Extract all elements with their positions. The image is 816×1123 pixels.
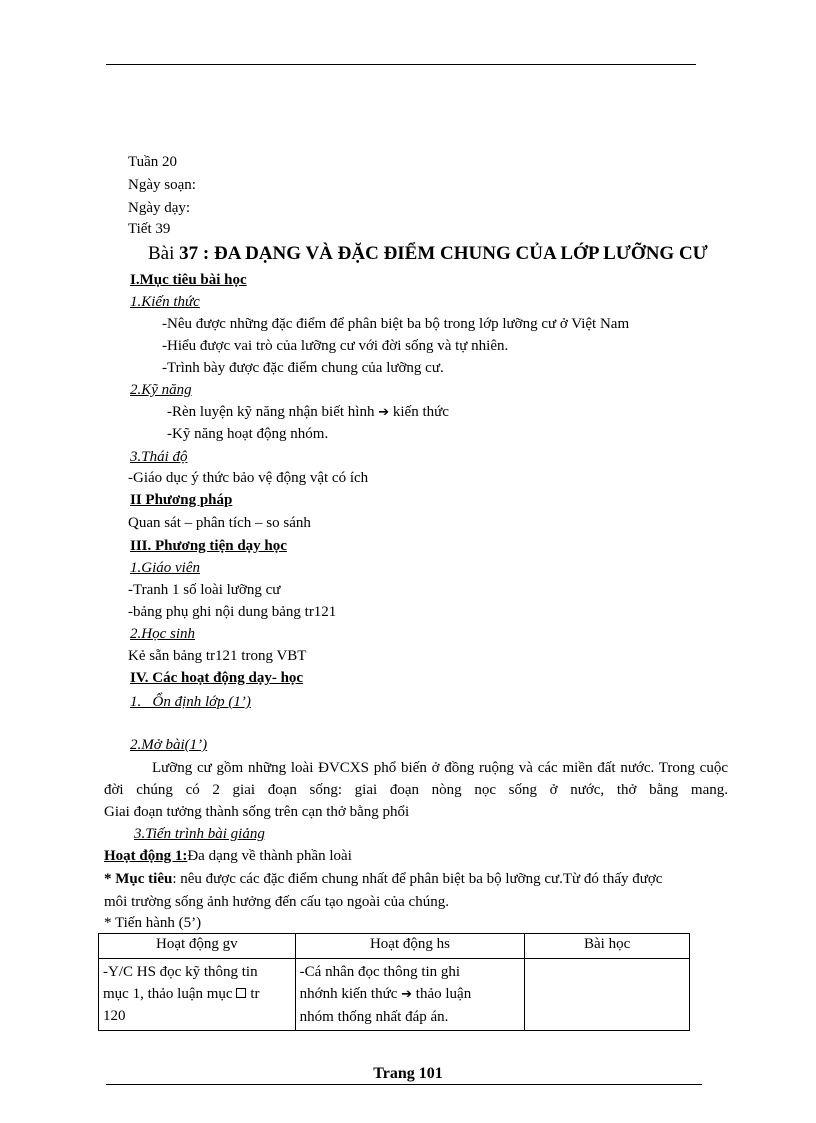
hs-line-3: nhóm thống nhất đáp án. bbox=[299, 1009, 449, 1025]
bottom-rule bbox=[106, 1084, 702, 1085]
teach-date: Ngày dạy: bbox=[128, 200, 191, 216]
gv-line-2-text: mục 1, thảo luận mục bbox=[103, 986, 237, 1002]
hs-line-2 bbox=[300, 983, 521, 1006]
title-prefix: Bài bbox=[148, 243, 180, 264]
cell-gv bbox=[99, 959, 296, 1031]
opening-heading: 2.Mở bài(1’) bbox=[130, 737, 208, 753]
stabilize-heading: 1. Ổn định lớp (1’) bbox=[130, 694, 251, 710]
goal-text: : nêu được các đặc điểm chung nhất để phân biệt ba bộ lưỡng cư.Từ đó thấy được bbox=[172, 871, 663, 887]
page-title bbox=[148, 243, 708, 265]
arrow-right-icon: ➔ bbox=[401, 987, 413, 1002]
skills-heading: 2.Kỹ năng bbox=[130, 382, 192, 398]
cell-hs bbox=[295, 959, 525, 1031]
table-header-row bbox=[99, 934, 690, 959]
skills-item-2: -Kỹ năng hoạt động nhóm. bbox=[167, 426, 329, 442]
hs-line-1: -Cá nhân đọc thông tin ghi bbox=[299, 964, 461, 980]
procedure-line: * Tiến hành (5’) bbox=[104, 915, 202, 931]
teacher-item-2: -bảng phụ ghi nội dung bảng tr121 bbox=[128, 604, 337, 620]
opening-paragraph: Lưỡng cư gồm những loài ĐVCXS phổ biến ở đồng ruộng và các miền đất nước. Trong cuộc đời chúng có 2 giai đoạn sống: giai đoạn nòng nọc sống ở nước, thở bằng mang. bbox=[104, 760, 728, 798]
attitude-heading: 3.Thái độ bbox=[130, 449, 188, 465]
skills-item-1-a: -Rèn luyện kỹ năng nhận biết hình bbox=[167, 404, 375, 420]
knowledge-item-3: -Trình bày được đặc điểm chung của lưỡng cư. bbox=[162, 360, 444, 376]
teacher-item-1: -Tranh 1 số loài lưỡng cư bbox=[128, 582, 281, 598]
table-row bbox=[99, 959, 690, 1031]
goal-last-line: môi trường sống ảnh hưởng đến cấu tạo ngoài của chúng. bbox=[104, 894, 449, 910]
hs-line-2-b: thảo luận bbox=[415, 986, 472, 1002]
gv-line-1: -Y/C HS đọc kỹ thông tin bbox=[103, 964, 258, 980]
teacher-heading: 1.Giáo viên bbox=[130, 560, 200, 576]
prep-date: Ngày soạn: bbox=[128, 177, 196, 193]
activity-1-label: Hoạt động 1: bbox=[104, 848, 188, 864]
skills-item-1-b: kiến thức bbox=[392, 404, 449, 420]
skills-item-1 bbox=[167, 402, 449, 423]
activity-1-text: Đa dạng về thành phần loài bbox=[187, 848, 352, 864]
student-heading: 2.Học sinh bbox=[130, 626, 195, 642]
process-heading: 3.Tiến trình bài giảng bbox=[134, 826, 265, 842]
goal-line bbox=[104, 869, 662, 889]
page-number: Trang 101 bbox=[373, 1065, 443, 1082]
means-heading: III. Phương tiện dạy học bbox=[130, 538, 287, 554]
square-icon bbox=[236, 988, 246, 998]
hs-line-2-a: nhớnh kiến thức bbox=[299, 986, 398, 1002]
objectives-heading: I.Mục tiêu bài học bbox=[130, 272, 247, 288]
table-header-bh: Bài học bbox=[525, 934, 690, 959]
student-item: Kẻ sẵn bảng tr121 trong VBT bbox=[128, 648, 307, 664]
knowledge-item-2: -Hiểu được vai trò của lưỡng cư với đời sống và tự nhiên. bbox=[162, 338, 509, 354]
method-heading: II Phương pháp bbox=[130, 492, 233, 508]
period: Tiết 39 bbox=[128, 221, 171, 237]
method-item: Quan sát – phân tích – so sánh bbox=[128, 515, 311, 531]
activities-heading: IV. Các hoạt động dạy- học bbox=[130, 670, 304, 686]
opening-last-line: Giai đoạn tưởng thành sống trên cạn thở bằng phổi bbox=[104, 804, 410, 820]
gv-line-2-tail: tr bbox=[250, 986, 260, 1002]
gv-line-3: 120 bbox=[103, 1008, 126, 1024]
goal-label: * Mục tiêu bbox=[104, 871, 173, 887]
title-text: 37 : ĐA DẠNG VÀ ĐẶC ĐIỂM CHUNG CỦA LỚP LƯỠNG CƯ bbox=[179, 243, 708, 264]
table-header-hs: Hoạt động hs bbox=[295, 934, 525, 959]
attitude-item: -Giáo dục ý thức bảo vệ động vật có ích bbox=[128, 470, 369, 486]
arrow-right-icon: ➔ bbox=[378, 405, 390, 420]
knowledge-heading: 1.Kiến thức bbox=[130, 294, 200, 310]
gv-line-2 bbox=[103, 983, 291, 1005]
knowledge-item-1: -Nêu được những đặc điểm để phân biệt ba bộ trong lớp lưỡng cư ở Việt Nam bbox=[162, 316, 630, 332]
activity-table bbox=[98, 933, 690, 1031]
cell-bh bbox=[525, 959, 690, 1031]
top-rule bbox=[106, 64, 696, 65]
activity-1 bbox=[104, 846, 352, 866]
table-header-gv: Hoạt động gv bbox=[99, 934, 296, 959]
week: Tuần 20 bbox=[128, 154, 178, 170]
